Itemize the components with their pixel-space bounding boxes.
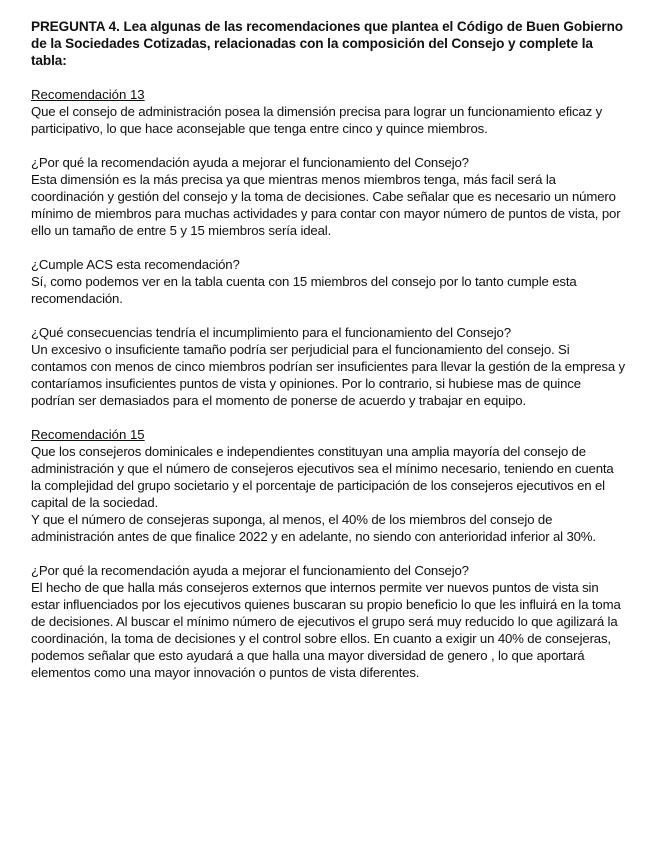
recommendation-13-answer-consequences: Un excesivo o insuficiente tamaño podría ser perjudicial para el funcionamiento del consejo. Si contamos con menos de cinco miembros podrían ser insuficientes para llevar la gestión de la empresa y contaríamos insuficientes puntos de vista y opiniones. Por lo contrario, si hubiese mas de quince podrían ser demasiados para el momento de ponerse de acuerdo y trabajar en equipo. (31, 342, 625, 408)
recommendation-13-answer-acs: Sí, como podemos ver en la tabla cuenta con 15 miembros del consejo por lo tanto cumple esta recomendación. (31, 274, 577, 306)
spacer (31, 239, 626, 256)
recommendation-13-question-acs: ¿Cumple ACS esta recomendación? (31, 257, 240, 272)
spacer (31, 545, 626, 562)
recommendation-15-answer-why: El hecho de que halla más consejeros externos que internos permite ver nuevos puntos de vista sin estar influenciados por los ejecutivos quienes buscaran su propio beneficio lo que les influirá en la toma de decisiones. Al buscar el mínimo número de ejecutivos el grupo será muy reducido lo que agilizará la coordinación, la toma de decisiones y el control sobre ellos. En cuanto a exigir un 40% de consejeras, podemos señalar que esto ayudará a que halla una mayor diversidad de genero , lo que aportará elementos como una mayor innovación o puntos de vista diferentes. (31, 580, 621, 680)
question-title: PREGUNTA 4. Lea algunas de las recomendaciones que plantea el Código de Buen Gobierno de la Sociedades Cotizadas, relacionadas con la composición del Consejo y complete la tabla: (31, 19, 624, 68)
recommendation-13-heading: Recomendación 13 (31, 87, 145, 102)
recommendation-13-question-consequences: ¿Qué consecuencias tendría el incumplimiento para el funcionamiento del Consejo? (31, 325, 511, 340)
recommendation-13-text: Que el consejo de administración posea la dimensión precisa para lograr un funcionamiento eficaz y participativo, lo que hace aconsejable que tenga entre cinco y quince miembros. (31, 104, 603, 136)
recommendation-15-text: Que los consejeros dominicales e independientes constituyan una amplia mayoría del consejo de administración y que el número de consejeros ejecutivos sea el mínimo necesario, teniendo en cuenta la complejidad del grupo societario y el porcentaje de participación de los consejeros ejecutivos en el capital de la sociedad. (31, 444, 614, 510)
recommendation-15-text-2: Y que el número de consejeras suponga, al menos, el 40% de los miembros del consejo de administración antes de que finalice 2022 y en adelante, no siendo con anterioridad inferior al 30%. (31, 512, 596, 544)
recommendation-13-answer-why: Esta dimensión es la más precisa ya que mientras menos miembros tenga, más facil será la coordinación y gestión del consejo y la toma de decisiones. Cabe señalar que es necesario un número mínimo de miembros para muchas actividades y para contar con mayor número de puntos de vista, por ello un tamaño de entre 5 y 15 miembros sería ideal. (31, 172, 621, 238)
recommendation-15-heading: Recomendación 15 (31, 427, 145, 442)
spacer (31, 409, 626, 426)
spacer (31, 137, 626, 154)
recommendation-15-question-why: ¿Por qué la recomendación ayuda a mejorar el funcionamiento del Consejo? (31, 563, 469, 578)
spacer (31, 307, 626, 324)
recommendation-13-question-why: ¿Por qué la recomendación ayuda a mejorar el funcionamiento del Consejo? (31, 155, 469, 170)
